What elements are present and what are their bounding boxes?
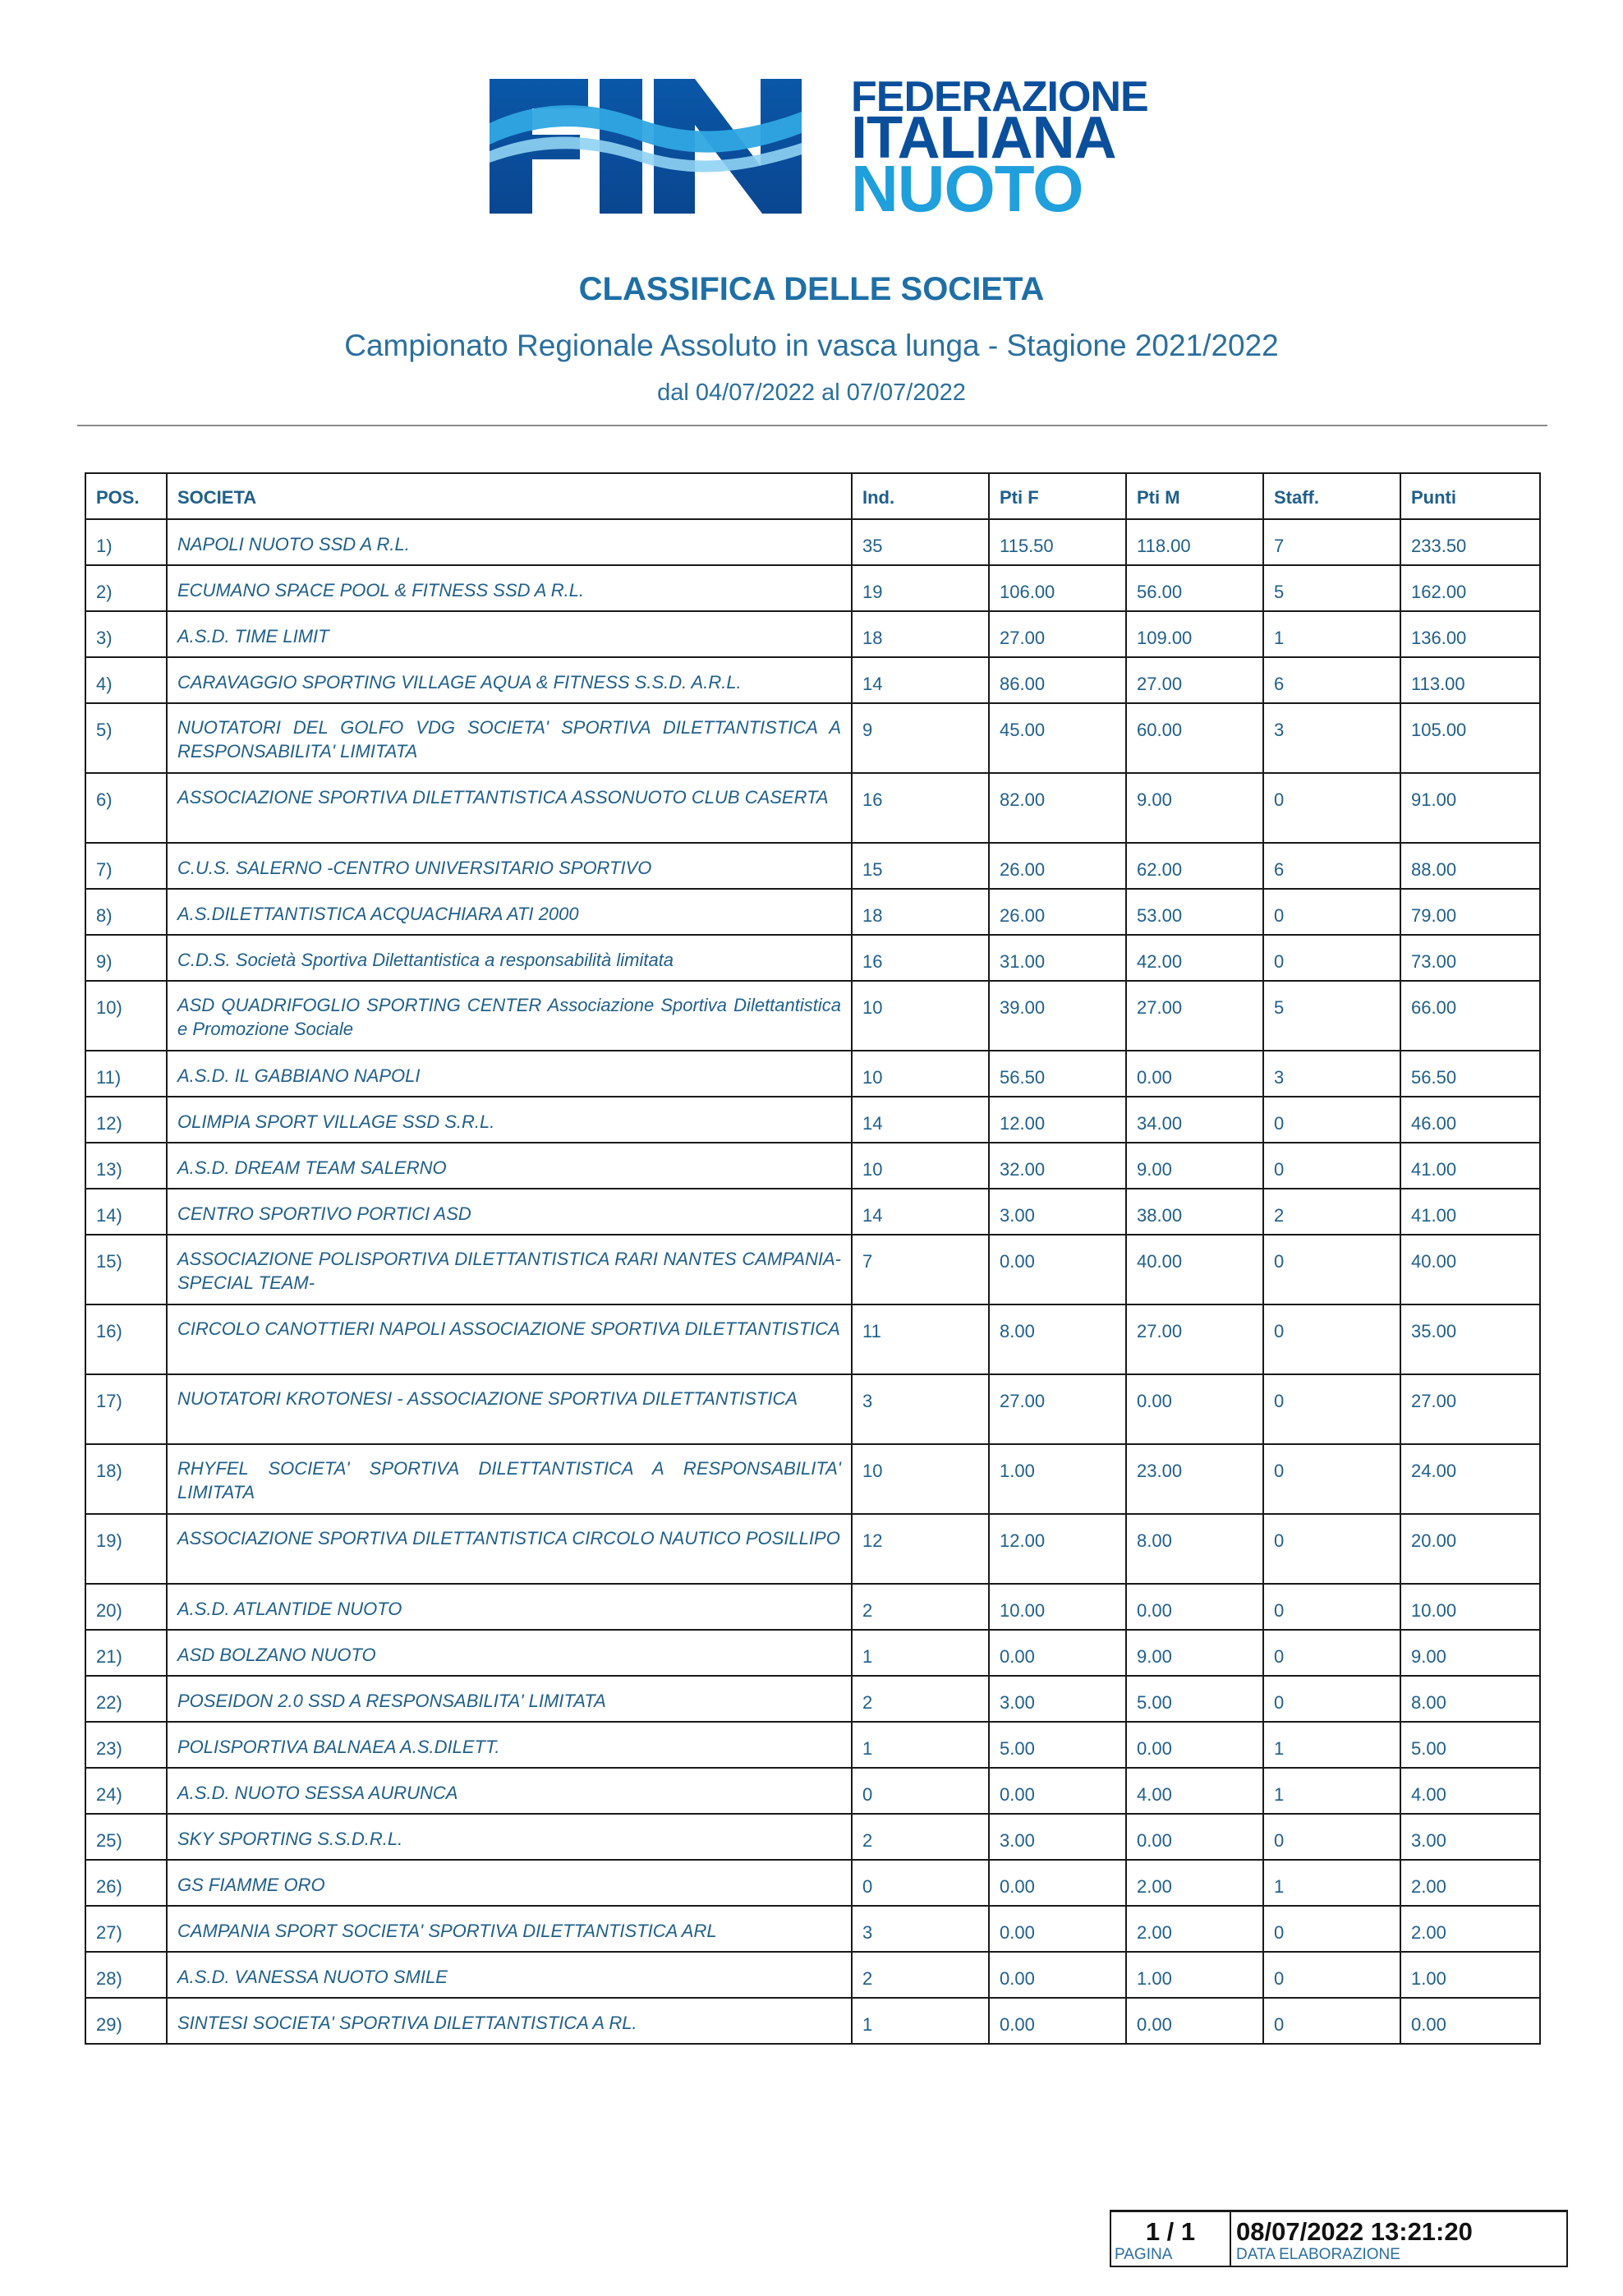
processing-date: 08/07/2022 13:21:20 — [1236, 2217, 1473, 2246]
page-label: PAGINA — [1115, 2246, 1173, 2263]
table-body — [85, 519, 1540, 2044]
cell-ind: 0 — [852, 1768, 989, 1814]
table-row — [85, 1630, 1540, 1676]
cell-pti-f: 0.00 — [989, 1630, 1126, 1676]
cell-ind: 15 — [852, 843, 989, 889]
cell-punti: 27.00 — [1400, 1374, 1540, 1444]
cell-societa: NAPOLI NUOTO SSD A R.L. — [167, 519, 852, 565]
cell-societa: SKY SPORTING S.S.D.R.L. — [167, 1814, 852, 1860]
logo-nuoto-text: NUOTO — [851, 152, 1083, 225]
cell-punti: 2.00 — [1400, 1860, 1540, 1906]
cell-ind: 10 — [852, 1051, 989, 1097]
cell-pti-m: 0.00 — [1126, 1814, 1263, 1860]
cell-punti: 2.00 — [1400, 1906, 1540, 1952]
cell-ind: 7 — [852, 1235, 989, 1304]
cell-ind: 14 — [852, 657, 989, 703]
cell-punti: 136.00 — [1400, 611, 1540, 657]
cell-ind: 2 — [852, 1814, 989, 1860]
cell-pos: 5) — [85, 703, 167, 773]
cell-pti-f: 3.00 — [989, 1676, 1126, 1722]
cell-punti: 162.00 — [1400, 565, 1540, 611]
cell-staff: 3 — [1263, 1051, 1400, 1097]
col-header-pti-m: Pti M — [1126, 473, 1263, 519]
cell-pos: 2) — [85, 565, 167, 611]
cell-pti-f: 27.00 — [989, 611, 1126, 657]
cell-punti: 24.00 — [1400, 1444, 1540, 1514]
cell-pti-f: 0.00 — [989, 1998, 1126, 2044]
cell-pos: 3) — [85, 611, 167, 657]
cell-ind: 14 — [852, 1097, 989, 1143]
cell-staff: 0 — [1263, 1676, 1400, 1722]
cell-pos: 26) — [85, 1860, 167, 1906]
cell-pti-m: 34.00 — [1126, 1097, 1263, 1143]
cell-pti-m: 27.00 — [1126, 1304, 1263, 1374]
table-row — [85, 1514, 1540, 1584]
cell-pti-f: 56.50 — [989, 1051, 1126, 1097]
cell-ind: 18 — [852, 889, 989, 935]
table-row — [85, 1444, 1540, 1514]
cell-societa: ASSOCIAZIONE SPORTIVA DILETTANTISTICA ASSONUOTO CLUB CASERTA — [167, 773, 852, 843]
cell-staff: 6 — [1263, 657, 1400, 703]
cell-ind: 10 — [852, 981, 989, 1051]
cell-staff: 0 — [1263, 889, 1400, 935]
cell-punti: 1.00 — [1400, 1952, 1540, 1998]
cell-societa: A.S.D. NUOTO SESSA AURUNCA — [167, 1768, 852, 1814]
cell-pti-m: 56.00 — [1126, 565, 1263, 611]
cell-pti-m: 42.00 — [1126, 935, 1263, 981]
cell-staff: 0 — [1263, 935, 1400, 981]
cell-staff: 0 — [1263, 1630, 1400, 1676]
cell-societa: A.S.D. TIME LIMIT — [167, 611, 852, 657]
cell-pos: 13) — [85, 1143, 167, 1189]
table-row — [85, 1722, 1540, 1768]
cell-staff: 0 — [1263, 1374, 1400, 1444]
page-number: 1 / 1 — [1145, 2217, 1196, 2246]
cell-societa: ECUMANO SPACE POOL & FITNESS SSD A R.L. — [167, 565, 852, 611]
cell-punti: 5.00 — [1400, 1722, 1540, 1768]
cell-pos: 4) — [85, 657, 167, 703]
cell-staff: 0 — [1263, 1952, 1400, 1998]
cell-punti: 0.00 — [1400, 1998, 1540, 2044]
table-row — [85, 1143, 1540, 1189]
table-row — [85, 1189, 1540, 1235]
cell-punti: 8.00 — [1400, 1676, 1540, 1722]
footer-box — [1110, 2210, 1568, 2267]
cell-ind: 10 — [852, 1444, 989, 1514]
cell-pos: 17) — [85, 1374, 167, 1444]
fin-letters-mark — [490, 76, 843, 217]
cell-pti-m: 27.00 — [1126, 981, 1263, 1051]
cell-ind: 9 — [852, 703, 989, 773]
cell-punti: 79.00 — [1400, 889, 1540, 935]
cell-societa: ASD BOLZANO NUOTO — [167, 1630, 852, 1676]
table-row — [85, 981, 1540, 1051]
cell-punti: 46.00 — [1400, 1097, 1540, 1143]
cell-societa: CIRCOLO CANOTTIERI NAPOLI ASSOCIAZIONE SPORTIVA DILETTANTISTICA — [167, 1304, 852, 1374]
cell-pos: 27) — [85, 1906, 167, 1952]
cell-societa: C.U.S. SALERNO -CENTRO UNIVERSITARIO SPORTIVO — [167, 843, 852, 889]
cell-ind: 1 — [852, 1630, 989, 1676]
cell-punti: 66.00 — [1400, 981, 1540, 1051]
table-row — [85, 1584, 1540, 1630]
table-row — [85, 1952, 1540, 1998]
cell-societa: C.D.S. Società Sportiva Dilettantistica a responsabilità limitata — [167, 935, 852, 981]
table-row — [85, 1814, 1540, 1860]
table-row — [85, 703, 1540, 773]
page-title: CLASSIFICA DELLE SOCIETA — [578, 271, 1045, 307]
logo-federazione-text: FEDERAZIONE — [851, 73, 1148, 121]
cell-pos: 11) — [85, 1051, 167, 1097]
cell-punti: 9.00 — [1400, 1630, 1540, 1676]
cell-pos: 24) — [85, 1768, 167, 1814]
cell-ind: 1 — [852, 1722, 989, 1768]
cell-punti: 40.00 — [1400, 1235, 1540, 1304]
cell-staff: 7 — [1263, 519, 1400, 565]
cell-punti: 35.00 — [1400, 1304, 1540, 1374]
cell-pti-m: 0.00 — [1126, 1722, 1263, 1768]
cell-pti-m: 4.00 — [1126, 1768, 1263, 1814]
table-row — [85, 1906, 1540, 1952]
cell-pti-f: 0.00 — [989, 1860, 1126, 1906]
cell-ind: 2 — [852, 1952, 989, 1998]
cell-pti-f: 39.00 — [989, 981, 1126, 1051]
cell-societa: CARAVAGGIO SPORTING VILLAGE AQUA & FITNESS S.S.D. A.R.L. — [167, 657, 852, 703]
cell-ind: 14 — [852, 1189, 989, 1235]
cell-ind: 12 — [852, 1514, 989, 1584]
cell-societa: CAMPANIA SPORT SOCIETA' SPORTIVA DILETTANTISTICA ARL — [167, 1906, 852, 1952]
cell-pti-m: 27.00 — [1126, 657, 1263, 703]
cell-punti: 56.50 — [1400, 1051, 1540, 1097]
cell-staff: 5 — [1263, 565, 1400, 611]
cell-pti-m: 9.00 — [1126, 773, 1263, 843]
cell-staff: 1 — [1263, 1860, 1400, 1906]
cell-pos: 19) — [85, 1514, 167, 1584]
cell-pti-m: 5.00 — [1126, 1676, 1263, 1722]
cell-ind: 18 — [852, 611, 989, 657]
cell-ind: 1 — [852, 1998, 989, 2044]
cell-pti-f: 86.00 — [989, 657, 1126, 703]
table-row — [85, 1304, 1540, 1374]
cell-pos: 12) — [85, 1097, 167, 1143]
cell-societa: POSEIDON 2.0 SSD A RESPONSABILITA' LIMITATA — [167, 1676, 852, 1722]
cell-pti-m: 9.00 — [1126, 1630, 1263, 1676]
table-row — [85, 1860, 1540, 1906]
cell-pti-f: 10.00 — [989, 1584, 1126, 1630]
table-row — [85, 1374, 1540, 1444]
cell-societa: NUOTATORI KROTONESI - ASSOCIAZIONE SPORTIVA DILETTANTISTICA — [167, 1374, 852, 1444]
table-row — [85, 657, 1540, 703]
table-row — [85, 565, 1540, 611]
cell-pos: 10) — [85, 981, 167, 1051]
cell-pos: 16) — [85, 1304, 167, 1374]
cell-pos: 20) — [85, 1584, 167, 1630]
table-row — [85, 611, 1540, 657]
cell-staff: 5 — [1263, 981, 1400, 1051]
cell-punti: 41.00 — [1400, 1143, 1540, 1189]
cell-pti-m: 40.00 — [1126, 1235, 1263, 1304]
cell-pti-f: 106.00 — [989, 565, 1126, 611]
cell-pos: 18) — [85, 1444, 167, 1514]
cell-societa: ASSOCIAZIONE SPORTIVA DILETTANTISTICA CIRCOLO NAUTICO POSILLIPO — [167, 1514, 852, 1584]
col-header-ind: Ind. — [852, 473, 989, 519]
cell-societa: SINTESI SOCIETA' SPORTIVA DILETTANTISTICA A RL. — [167, 1998, 852, 2044]
cell-ind: 16 — [852, 773, 989, 843]
page-subtitle: Campionato Regionale Assoluto in vasca lunga - Stagione 2021/2022 — [344, 329, 1279, 362]
cell-pti-f: 31.00 — [989, 935, 1126, 981]
cell-punti: 41.00 — [1400, 1189, 1540, 1235]
cell-staff: 1 — [1263, 1722, 1400, 1768]
cell-pti-f: 3.00 — [989, 1189, 1126, 1235]
cell-pti-f: 3.00 — [989, 1814, 1126, 1860]
cell-ind: 3 — [852, 1374, 989, 1444]
cell-staff: 0 — [1263, 1097, 1400, 1143]
cell-pos: 1) — [85, 519, 167, 565]
cell-pos: 8) — [85, 889, 167, 935]
cell-pti-m: 109.00 — [1126, 611, 1263, 657]
cell-pti-m: 0.00 — [1126, 1051, 1263, 1097]
footer-page-cell — [1111, 2212, 1231, 2266]
cell-staff: 0 — [1263, 1906, 1400, 1952]
cell-pti-m: 0.00 — [1126, 1584, 1263, 1630]
cell-pos: 7) — [85, 843, 167, 889]
table-row — [85, 1097, 1540, 1143]
cell-staff: 0 — [1263, 1514, 1400, 1584]
table-row — [85, 1051, 1540, 1097]
cell-pti-m: 2.00 — [1126, 1860, 1263, 1906]
cell-pti-f: 26.00 — [989, 843, 1126, 889]
cell-punti: 91.00 — [1400, 773, 1540, 843]
cell-staff: 0 — [1263, 773, 1400, 843]
cell-pti-m: 60.00 — [1126, 703, 1263, 773]
cell-pti-m: 8.00 — [1126, 1514, 1263, 1584]
table-row — [85, 1676, 1540, 1722]
cell-pos: 15) — [85, 1235, 167, 1304]
col-header-societa: SOCIETA — [167, 473, 852, 519]
table-row — [85, 935, 1540, 981]
cell-societa: A.S.D. ATLANTIDE NUOTO — [167, 1584, 852, 1630]
table-row — [85, 773, 1540, 843]
cell-pos: 29) — [85, 1998, 167, 2044]
cell-staff: 1 — [1263, 611, 1400, 657]
cell-pti-m: 23.00 — [1126, 1444, 1263, 1514]
table-row — [85, 519, 1540, 565]
table-row — [85, 1998, 1540, 2044]
cell-punti: 4.00 — [1400, 1768, 1540, 1814]
cell-pti-f: 27.00 — [989, 1374, 1126, 1444]
cell-pti-m: 38.00 — [1126, 1189, 1263, 1235]
processing-date-label: DATA ELABORAZIONE — [1236, 2246, 1400, 2263]
cell-staff: 3 — [1263, 703, 1400, 773]
cell-pos: 25) — [85, 1814, 167, 1860]
footer-date-cell — [1231, 2212, 1566, 2266]
cell-societa: ASSOCIAZIONE POLISPORTIVA DILETTANTISTICA RARI NANTES CAMPANIA-SPECIAL TEAM- — [167, 1235, 852, 1304]
cell-pti-f: 0.00 — [989, 1952, 1126, 1998]
cell-pos: 6) — [85, 773, 167, 843]
cell-staff: 0 — [1263, 1998, 1400, 2044]
table-row — [85, 889, 1540, 935]
cell-pti-m: 0.00 — [1126, 1998, 1263, 2044]
cell-societa: A.S.DILETTANTISTICA ACQUACHIARA ATI 2000 — [167, 889, 852, 935]
cell-societa: CENTRO SPORTIVO PORTICI ASD — [167, 1189, 852, 1235]
cell-staff: 0 — [1263, 1814, 1400, 1860]
cell-societa: RHYFEL SOCIETA' SPORTIVA DILETTANTISTICA A RESPONSABILITA' LIMITATA — [167, 1444, 852, 1514]
table-row — [85, 1768, 1540, 1814]
cell-societa: A.S.D. DREAM TEAM SALERNO — [167, 1143, 852, 1189]
cell-punti: 10.00 — [1400, 1584, 1540, 1630]
cell-ind: 19 — [852, 565, 989, 611]
cell-pti-m: 2.00 — [1126, 1906, 1263, 1952]
cell-staff: 0 — [1263, 1143, 1400, 1189]
cell-punti: 88.00 — [1400, 843, 1540, 889]
cell-ind: 3 — [852, 1906, 989, 1952]
ranking-table — [85, 472, 1541, 2045]
cell-pti-f: 0.00 — [989, 1768, 1126, 1814]
cell-punti: 233.50 — [1400, 519, 1540, 565]
cell-pos: 9) — [85, 935, 167, 981]
cell-pti-m: 53.00 — [1126, 889, 1263, 935]
cell-pti-m: 62.00 — [1126, 843, 1263, 889]
cell-pos: 28) — [85, 1952, 167, 1998]
fin-logo — [490, 73, 1148, 225]
header-divider — [77, 425, 1547, 426]
cell-societa: A.S.D. IL GABBIANO NAPOLI — [167, 1051, 852, 1097]
cell-ind: 2 — [852, 1676, 989, 1722]
cell-staff: 1 — [1263, 1768, 1400, 1814]
cell-societa: A.S.D. VANESSA NUOTO SMILE — [167, 1952, 852, 1998]
col-header-pos: POS. — [85, 473, 167, 519]
cell-pti-m: 1.00 — [1126, 1952, 1263, 1998]
cell-pti-f: 32.00 — [989, 1143, 1126, 1189]
cell-punti: 3.00 — [1400, 1814, 1540, 1860]
cell-staff: 6 — [1263, 843, 1400, 889]
cell-pti-m: 0.00 — [1126, 1374, 1263, 1444]
cell-ind: 11 — [852, 1304, 989, 1374]
cell-pti-f: 0.00 — [989, 1235, 1126, 1304]
cell-staff: 0 — [1263, 1444, 1400, 1514]
cell-societa: NUOTATORI DEL GOLFO VDG SOCIETA' SPORTIVA DILETTANTISTICA A RESPONSABILITA' LIMITATA — [167, 703, 852, 773]
cell-pti-f: 8.00 — [989, 1304, 1126, 1374]
cell-societa: GS FIAMME ORO — [167, 1860, 852, 1906]
cell-pti-f: 1.00 — [989, 1444, 1126, 1514]
cell-pti-f: 82.00 — [989, 773, 1126, 843]
cell-ind: 0 — [852, 1860, 989, 1906]
cell-pti-f: 12.00 — [989, 1097, 1126, 1143]
cell-pos: 21) — [85, 1630, 167, 1676]
cell-staff: 0 — [1263, 1304, 1400, 1374]
cell-staff: 2 — [1263, 1189, 1400, 1235]
cell-punti: 113.00 — [1400, 657, 1540, 703]
logo-italiana-text: ITALIANA — [851, 105, 1116, 171]
cell-pos: 22) — [85, 1676, 167, 1722]
table-header-row — [85, 473, 1540, 519]
cell-ind: 10 — [852, 1143, 989, 1189]
table-row — [85, 1235, 1540, 1304]
cell-societa: OLIMPIA SPORT VILLAGE SSD S.R.L. — [167, 1097, 852, 1143]
cell-punti: 20.00 — [1400, 1514, 1540, 1584]
cell-staff: 0 — [1263, 1584, 1400, 1630]
cell-societa: POLISPORTIVA BALNAEA A.S.DILETT. — [167, 1722, 852, 1768]
cell-pos: 23) — [85, 1722, 167, 1768]
cell-pti-f: 115.50 — [989, 519, 1126, 565]
cell-pti-f: 0.00 — [989, 1906, 1126, 1952]
col-header-punti: Punti — [1400, 473, 1540, 519]
cell-ind: 16 — [852, 935, 989, 981]
cell-punti: 73.00 — [1400, 935, 1540, 981]
cell-societa: ASD QUADRIFOGLIO SPORTING CENTER Associazione Sportiva Dilettantistica e Promozione Sociale — [167, 981, 852, 1051]
cell-pti-f: 12.00 — [989, 1514, 1126, 1584]
cell-pos: 14) — [85, 1189, 167, 1235]
cell-punti: 105.00 — [1400, 703, 1540, 773]
col-header-pti-f: Pti F — [989, 473, 1126, 519]
date-range: dal 04/07/2022 al 07/07/2022 — [657, 380, 966, 406]
cell-pti-f: 5.00 — [989, 1722, 1126, 1768]
cell-pti-f: 26.00 — [989, 889, 1126, 935]
col-header-staff: Staff. — [1263, 473, 1400, 519]
cell-pti-f: 45.00 — [989, 703, 1126, 773]
cell-staff: 0 — [1263, 1235, 1400, 1304]
table-row — [85, 843, 1540, 889]
cell-pti-m: 118.00 — [1126, 519, 1263, 565]
cell-pti-m: 9.00 — [1126, 1143, 1263, 1189]
cell-ind: 2 — [852, 1584, 989, 1630]
cell-ind: 35 — [852, 519, 989, 565]
